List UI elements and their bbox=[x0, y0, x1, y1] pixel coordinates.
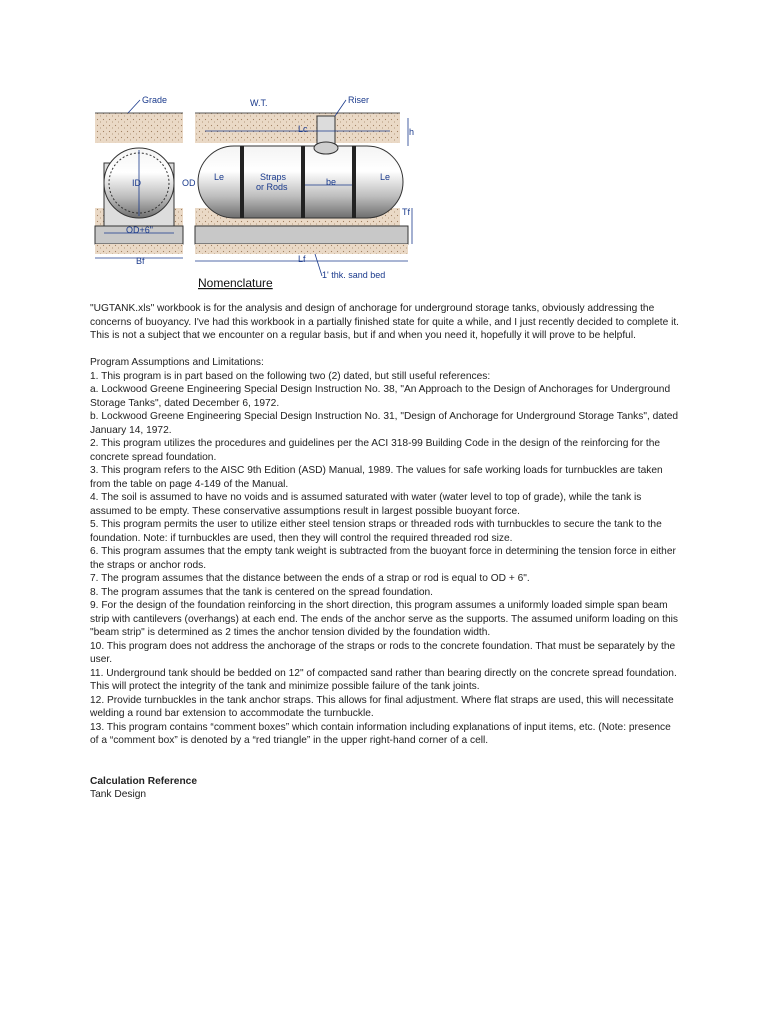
list-item: 1. This program is in part based on the following two (2) dated, but still useful references: bbox=[90, 370, 491, 382]
list-item: 8. The program assumes that the tank is centered on the spread foundation. bbox=[90, 586, 434, 598]
foundation-right bbox=[195, 226, 408, 244]
label-le-right: Le bbox=[380, 172, 391, 182]
label-id: ID bbox=[132, 178, 141, 188]
diagram-svg bbox=[90, 88, 420, 293]
label-tf: Tf bbox=[402, 207, 410, 217]
list-item: 11. Underground tank should be bedded on 12" of compacted sand rather than bearing directly on the concrete spread foundation. This will protect the integrity of the tank and minimize possible failure of the tank joints. bbox=[90, 667, 677, 692]
label-le-left: Le bbox=[214, 172, 225, 182]
list-item: 5. This program permits the user to utilize either steel tension straps or threaded rods with turnbuckles to secure the tank to the foundation. Note: if turnbuckles are used, then they will control the required threaded rod size. bbox=[90, 519, 662, 544]
list-item: 9. For the design of the foundation reinforcing in the short direction, this program assumes a uniformly loaded simple span beam strip with cantilevers (overhangs) at each end. The ends of the anchor serve as the supports. The assumed uniform loading on this "beam strip" is determined as 2 times the anchor tension divided by the foundation width. bbox=[90, 600, 678, 638]
label-straps: Straps bbox=[260, 172, 287, 182]
list-item: 2. This program utilizes the procedures and guidelines per the ACI 318-99 Building Code in the design of the reinforcing for the concrete spread foundation. bbox=[90, 438, 661, 463]
calc-reference-heading: Calculation Reference bbox=[90, 775, 198, 787]
soil-left bbox=[95, 113, 183, 143]
list-item: 3. This program refers to the AISC 9th Edition (ASD) Manual, 1989. The values for safe working loads for turnbuckles are taken from the table on page 4-149 of the Manual. bbox=[90, 465, 663, 490]
label-bf: Bf bbox=[136, 256, 145, 266]
document-body bbox=[90, 302, 680, 802]
list-item: 12. Provide turnbuckles in the tank anchor straps. This allows for final adjustment. Where flat straps are used, this will necessitate welding a round bar extension to accommodate the turnbuckle. bbox=[90, 694, 674, 719]
list-item: 4. The soil is assumed to have no voids and is assumed saturated with water (water level to top of grade), while the tank is assumed to be empty. These conservative assumptions result in largest possible buoyant force. bbox=[90, 492, 642, 517]
list-item: b. Lockwood Greene Engineering Special Design Instruction No. 31, "Design of Anchorage for Underground Storage Tanks", dated January 14, 1972. bbox=[90, 411, 679, 436]
list-item: 6. This program assumes that the empty tank weight is subtracted from the buoyant force in determining the tension force in either the straps or anchor rods. bbox=[90, 546, 676, 571]
tank-nomenclature-diagram bbox=[90, 88, 420, 293]
label-sand-bed: 1' thk. sand bed bbox=[322, 270, 386, 280]
list-item: a. Lockwood Greene Engineering Special Design Instruction No. 38, "An Approach to the Design of Anchorages for Underground Storage Tanks", dated December 6, 1972. bbox=[90, 384, 671, 409]
list-item: 13. This program contains “comment boxes” which contain information including explanations of input items, etc. (Note: presence of a “comment box” is denoted by a “red triangle” in the upper right-hand corner of a cell. bbox=[90, 721, 671, 746]
label-nomenclature: Nomenclature bbox=[198, 276, 273, 290]
label-riser: Riser bbox=[348, 95, 370, 105]
intro-paragraph: "UGTANK.xls" workbook is for the analysis and design of anchorage for underground storage tanks, obviously addressing the concerns of buoyancy. I've had this workbook in a partially finished state for quite a while, and I just recently decided to complete it. This is not a subject that we encounter on a regular basis, but if and when you need it, hopefully it will prove to be helpful. bbox=[90, 303, 679, 341]
calc-reference-item: Tank Design bbox=[90, 789, 147, 800]
list-item: 7. The program assumes that the distance between the ends of a strap or rod is equal to OD + 6". bbox=[90, 573, 530, 584]
label-h: h bbox=[409, 127, 415, 137]
label-lf: Lf bbox=[298, 254, 306, 264]
label-or-rods: or Rods bbox=[256, 182, 288, 192]
list-item: 10. This program does not address the anchorage of the straps or rods to the concrete foundation. That must be separately by the user. bbox=[90, 640, 676, 665]
label-lc: Lc bbox=[298, 124, 308, 134]
label-od: OD bbox=[182, 178, 196, 188]
assumptions-heading: Program Assumptions and Limitations: bbox=[90, 357, 264, 368]
label-be: be bbox=[326, 177, 337, 187]
label-wt: W.T. bbox=[250, 98, 268, 108]
label-grade: Grade bbox=[142, 95, 168, 105]
side-view-tank bbox=[198, 146, 403, 218]
label-od6: OD+6" bbox=[126, 225, 153, 235]
